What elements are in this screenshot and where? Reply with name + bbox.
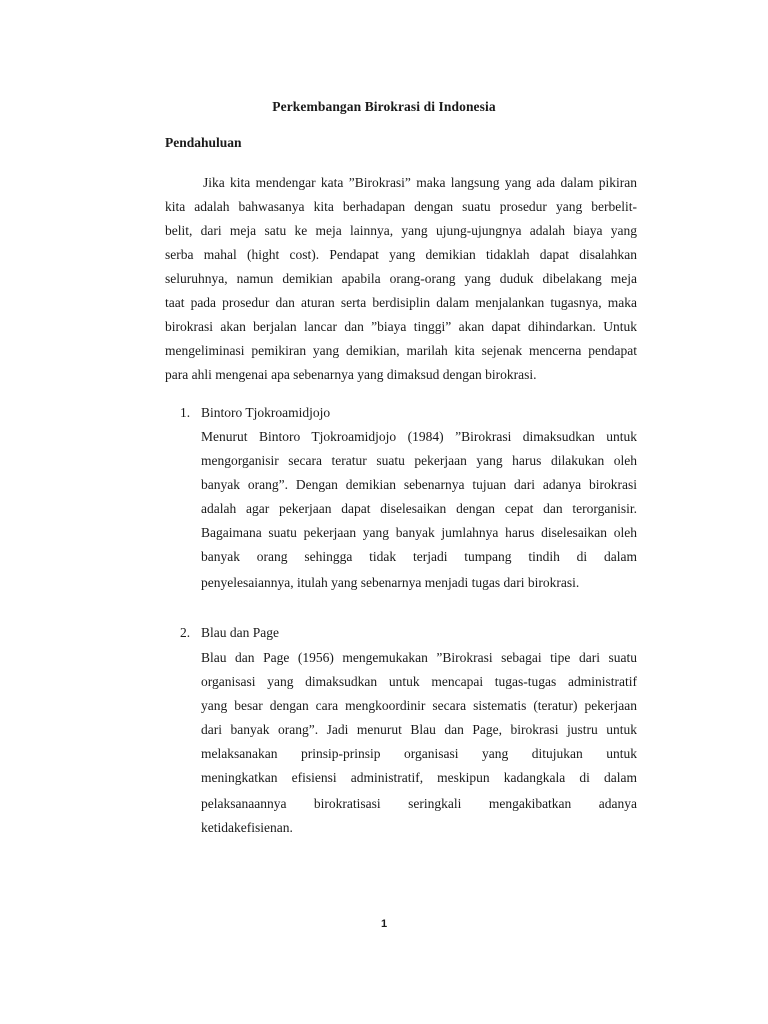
paragraph-line: Blau dan Page (1956) mengemukakan ”Birokrasi sebagai tipe dari suatu: [201, 650, 637, 665]
paragraph-line: pelaksanaannya birokratisasi seringkali mengakibatkan adanya: [201, 796, 637, 811]
paragraph-line: adalah agar pekerjaan dapat diselesaikan dengan cepat dan terorganisir.: [201, 501, 637, 516]
section-heading: Pendahuluan: [165, 135, 242, 150]
list-item-number: 1.: [180, 405, 191, 420]
paragraph-line: dari banyak orang”. Jadi menurut Blau dan Page, birokrasi justru untuk: [201, 722, 637, 737]
paragraph-line: penyelesaiannya, itulah yang sebenarnya menjadi tugas dari birokrasi.: [201, 575, 580, 590]
paragraph-line: ketidakefisienan.: [201, 820, 293, 835]
paragraph-line: melaksanakan prinsip-prinsip organisasi yang ditujukan untuk: [201, 746, 637, 761]
paragraph-line: birokrasi akan berjalan lancar dan ”biaya tinggi” akan dapat dihindarkan. Untuk: [165, 319, 637, 334]
list-item-title: Bintoro Tjokroamidjojo: [201, 405, 331, 420]
paragraph-line: serba mahal (hight cost). Pendapat yang demikian tidaklah dapat disalahkan: [165, 247, 637, 262]
paragraph-line: Bagaimana suatu pekerjaan yang banyak jumlahnya harus diselesaikan oleh: [201, 525, 637, 540]
paragraph-line: Jika kita mendengar kata ”Birokrasi” maka langsung yang ada dalam pikiran: [203, 175, 637, 190]
paragraph-line: organisasi yang dimaksudkan untuk mencapai tugas-tugas administratif: [201, 674, 637, 689]
paragraph-line: meningkatkan efisiensi administratif, meskipun kadangkala di dalam: [201, 770, 637, 785]
document-title: Perkembangan Birokrasi di Indonesia: [272, 99, 496, 114]
paragraph-line: yang besar dengan cara mengkoordinir secara sistematis (teratur) pekerjaan: [201, 698, 637, 713]
paragraph-line: taat pada prosedur dan aturan serta berdisiplin dalam menjalankan tugasnya, maka: [165, 295, 637, 310]
paragraph-line: seluruhnya, namun demikian apabila orang-orang yang duduk dibelakang meja: [165, 271, 637, 286]
paragraph-line: banyak orang sehingga tidak terjadi tumpang tindih di dalam: [201, 549, 637, 564]
list-item-title: Blau dan Page: [201, 625, 279, 640]
paragraph-line: kita adalah bahwasanya kita berhadapan dengan suatu prosedur yang berbelit-: [165, 199, 637, 214]
paragraph-line: belit, dari meja satu ke meja lainnya, yang ujung-ujungnya adalah biaya yang: [165, 223, 637, 238]
paragraph-line: Menurut Bintoro Tjokroamidjojo (1984) ”Birokrasi dimaksudkan untuk: [201, 429, 637, 444]
paragraph-line: mengorganisir secara teratur suatu pekerjaan yang harus dilakukan oleh: [201, 453, 637, 468]
paragraph-line: banyak orang”. Dengan demikian sebenarnya tujuan dari adanya birokrasi: [201, 477, 637, 492]
page-number: 1: [380, 918, 388, 930]
list-item-number: 2.: [180, 625, 191, 640]
paragraph-line: mengeliminasi pemikiran yang demikian, marilah kita sejenak mencerna pendapat: [165, 343, 637, 358]
paragraph-line: para ahli mengenai apa sebenarnya yang dimaksud dengan birokrasi.: [165, 367, 537, 382]
